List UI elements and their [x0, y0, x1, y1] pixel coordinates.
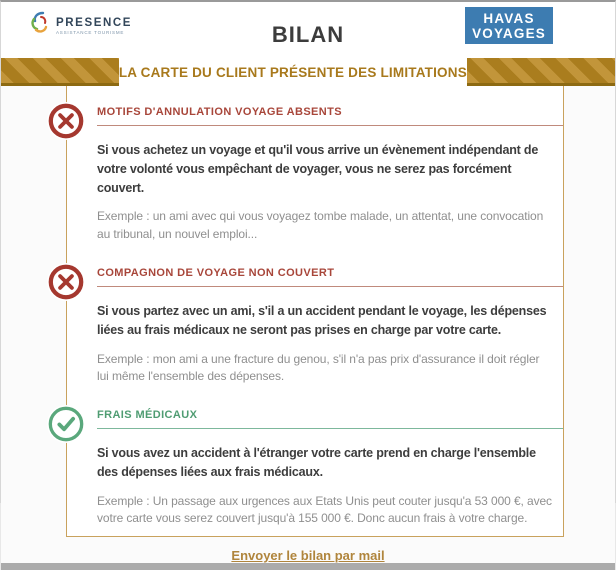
- x-circle-icon: [47, 102, 85, 140]
- presence-logo-subtext: ASSISTANCE TOURISME: [56, 29, 125, 35]
- banner-stripe-right: [467, 58, 615, 86]
- section-example: Exemple : mon ami a une fracture du genou, s'il n'a pas prix d'assurance il doit régler lui même l'ensemble des dépenses.: [97, 351, 540, 383]
- banner-stripe-left: [1, 58, 119, 86]
- limitations-banner: [1, 58, 615, 86]
- section-compagnon-voyage: [97, 267, 553, 385]
- check-circle-icon: [47, 405, 85, 443]
- section-example: Exemple : un ami avec qui vous voyagez tombe malade, un attentat, une convocation au tribunal, un nouvel emploi...: [97, 209, 544, 241]
- havas-voyages-logo: [465, 7, 553, 44]
- section-example: Exemple : Un passage aux urgences aux Etats Unis peut couter jusqu'a 53 000 €, avec votre carte vous serez couvert jusqu'à 155 000 €. Donc aucun frais à votre charge.: [97, 493, 552, 526]
- send-bilan-link[interactable]: Envoyer le bilan par mail: [231, 547, 385, 563]
- section-body: Si vous partez avec un ami, s'il a un accident pendant le voyage, les dépenses liées au frais médicaux ne seront pas prises en charge par votre carte.: [97, 304, 547, 337]
- x-circle-icon: [47, 263, 85, 301]
- limitations-card: [66, 86, 564, 537]
- havas-logo-line1: HAVAS: [483, 11, 535, 26]
- section-heading: COMPAGNON DE VOYAGE NON COUVERT: [97, 267, 563, 287]
- section-heading: MOTIFS D'ANNULATION VOYAGE ABSENTS: [97, 106, 563, 126]
- banner-title: LA CARTE DU CLIENT PRÉSENTE DES LIMITATIONS: [118, 64, 467, 80]
- presence-logo-name: PRESENCE: [56, 16, 133, 29]
- banner-center: [119, 58, 467, 86]
- section-body: Si vous achetez un voyage et qu'il vous arrive un évènement indépendant de votre volonté vous empêchant de voyager, vous ne serez pas forcément couvert.: [97, 143, 539, 195]
- section-body: Si vous avez un accident à l'étranger votre carte prend en charge l'ensemble des dépenses liées aux frais médicaux.: [97, 446, 536, 480]
- section-frais-medicaux: [97, 409, 553, 527]
- header: [1, 2, 615, 58]
- havas-logo-line2: VOYAGES: [472, 26, 546, 42]
- page-title: BILAN: [271, 22, 345, 47]
- section-motifs-annulation: [97, 106, 553, 243]
- bottom-bar: [1, 563, 615, 570]
- main-content: [1, 86, 615, 563]
- section-heading: FRAIS MÉDICAUX: [97, 409, 563, 429]
